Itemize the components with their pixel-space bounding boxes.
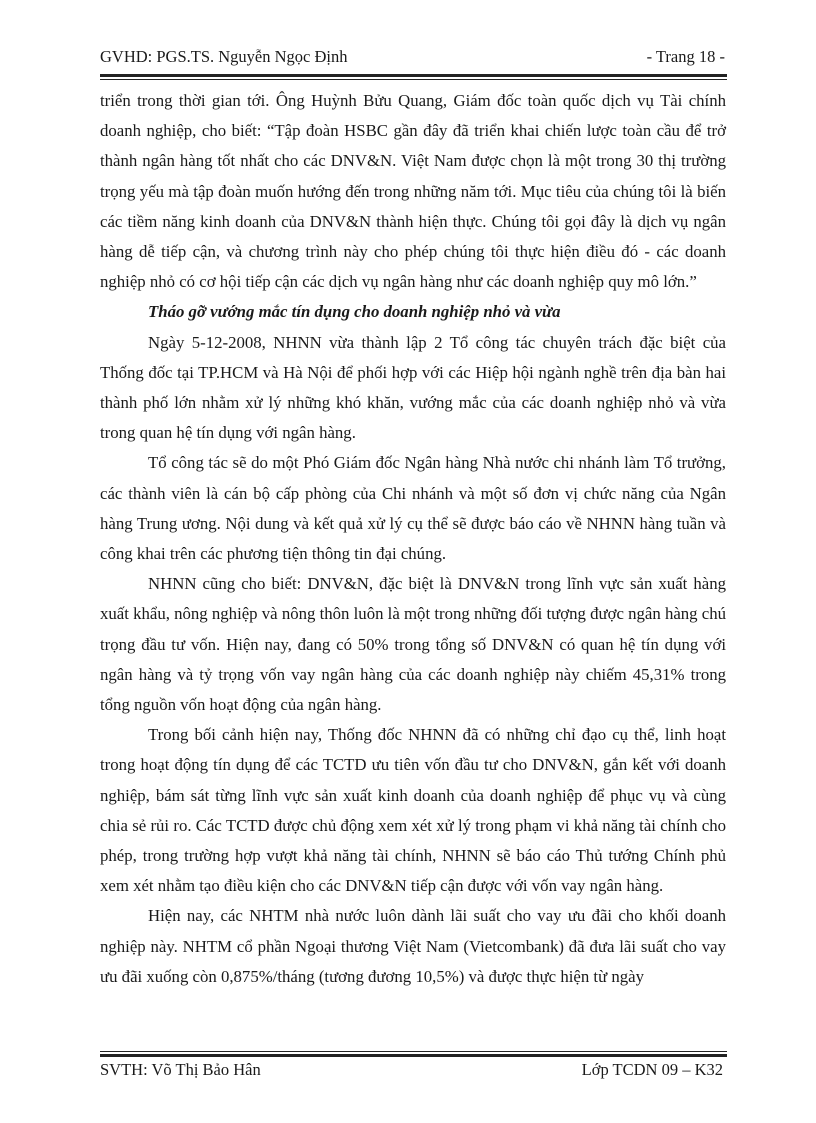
footer-class: Lớp TCDN 09 – K32 [581,1060,723,1079]
page-header [100,47,725,71]
header-supervisor: GVHD: PGS.TS. Nguyễn Ngọc Định [100,47,348,66]
paragraph: Trong bối cảnh hiện nay, Thống đốc NHNN đã có những chỉ đạo cụ thể, linh hoạt trong hoạt động tín dụng để các TCTD ưu tiên vốn đầu tư cho DNV&N, gắn kết với doanh nghiệp, bám sát từng lĩnh vực sản xuất kinh doanh của doanh nghiệp để phục vụ và cùng chia sẻ rủi ro. Các TCTD được chủ động xem xét xử lý trong phạm vi khả năng tài chính cho phép, trong trường hợp vượt khả năng tài chính, NHNN sẽ báo cáo Thủ tướng Chính phủ xem xét nhằm tạo điều kiện cho các DNV&N tiếp cận được với vốn vay ngân hàng. [100,725,726,896]
paragraph-continuation: triển trong thời gian tới. Ông Huỳnh Bửu Quang, Giám đốc toàn quốc dịch vụ Tài chính doanh nghiệp, cho biết: “Tập đoàn HSBC gần đây đã triển khai chiến lược toàn cầu để trở thành ngân hàng tốt nhất cho các DNV&N. Việt Nam được chọn là một trong 30 thị trường trọng yếu mà tập đoàn muốn hướng đến trong những năm tới. Mục tiêu của chúng tôi là biến các tiềm năng kinh doanh của DNV&N thành hiện thực. Chúng tôi gọi đây là dịch vụ ngân hàng dễ tiếp cận, và chương trình này cho phép chúng tôi thực hiện điều đó - các doanh nghiệp nhỏ có cơ hội tiếp cận các dịch vụ ngân hàng như các doanh nghiệp quy mô lớn.” [100,91,726,292]
header-page-number: - Trang 18 - [646,47,725,66]
paragraph: NHNN cũng cho biết: DNV&N, đặc biệt là DNV&N trong lĩnh vực sản xuất hàng xuất khẩu, nông nghiệp và nông thôn luôn là một trong những đối tượng được ngân hàng chú trọng đầu tư vốn. Hiện nay, đang có 50% trong tổng số DNV&N có quan hệ tín dụng với ngân hàng và tỷ trọng vốn vay ngân hàng của các doanh nghiệp này chiếm 45,31% trong tổng nguồn vốn hoạt động của ngân hàng. [100,574,726,715]
section-heading: Tháo gỡ vướng mắc tín dụng cho doanh nghiệp nhỏ và vừa [148,302,561,322]
footer-rule-thin [100,1051,727,1052]
header-rule-thick [100,74,727,77]
header-rule-thin [100,79,727,80]
paragraph: Tổ công tác sẽ do một Phó Giám đốc Ngân hàng Nhà nước chi nhánh làm Tổ trưởng, các thành viên là cán bộ cấp phòng của Chi nhánh và một số đơn vị chức năng của Ngân hàng Trung ương. Nội dung và kết quả xử lý cụ thể sẽ được báo cáo về NHNN hàng tuần và công khai trên các phương tiện thông tin đại chúng. [100,453,726,564]
paragraph: Hiện nay, các NHTM nhà nước luôn dành lãi suất cho vay ưu đãi cho khối doanh nghiệp này. NHTM cổ phần Ngoại thương Việt Nam (Vietcombank) đã đưa lãi suất cho vay ưu đãi xuống còn 0,875%/tháng (tương đương 10,5%) và được thực hiện từ ngày [100,906,726,986]
page-body [100,86,726,992]
footer-rule-thick [100,1054,727,1057]
footer-student: SVTH: Võ Thị Bảo Hân [100,1060,261,1079]
page-footer [100,1060,723,1084]
paragraph: Ngày 5-12-2008, NHNN vừa thành lập 2 Tổ công tác chuyên trách đặc biệt của Thống đốc tại TP.HCM và Hà Nội để phối hợp với các Hiệp hội ngành nghề trên địa bàn hai thành phố lớn nhằm xử lý những khó khăn, vướng mắc của các doanh nghiệp nhỏ và vừa trong quan hệ tín dụng với ngân hàng. [100,332,726,443]
